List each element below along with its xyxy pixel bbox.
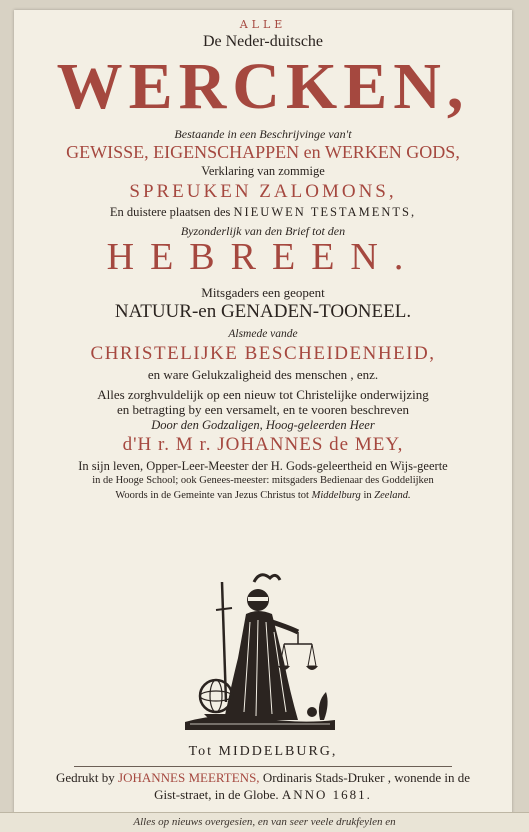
printer-name: JOHANNES MEERTENS, [118, 770, 260, 785]
anno-year: ANNO 1681. [281, 787, 372, 802]
line-alles: Alles zorghvuldelijk op een nieuw tot Christelijke onderwijzing [97, 387, 429, 402]
woords-mid: in [363, 490, 372, 501]
line-alsmede: Alsmede vande [228, 328, 298, 340]
duistere-prefix: En duistere plaatsen des [109, 205, 231, 219]
strip-text: Alles op nieuws overgesien, en van seer veele drukfeylen en [133, 816, 396, 828]
next-page-strip [0, 812, 529, 832]
justice-figure-icon [180, 562, 340, 732]
line-verklaring: Verklaring van zommige [201, 164, 325, 178]
line-duistere [14, 205, 512, 220]
line-mitsgaders: Mitsgaders een geopent [201, 285, 325, 300]
line-betragting: en betragting by een versamelt, en te vooren beschreven [116, 402, 410, 417]
line-door: Door den Godzaligen, Hoog-geleerden Heer [151, 418, 375, 432]
line-gewisse: GEWISSE, EIGENSCHAPPEN en WERKEN GODS, [66, 142, 460, 162]
line-woords [14, 490, 512, 501]
main-title-wercken: WERCKEN, [56, 50, 470, 123]
author-name: d'H r. M r. JOHANNES de MEY, [122, 434, 404, 455]
line-gelukzaligheid: en ware Gelukzaligheid des menschen , enz. [147, 367, 379, 382]
woords-region: Zeeland. [374, 490, 411, 501]
gedrukt-suffix: Ordinaris Stads-Druker , wonende in de [262, 770, 471, 785]
line-leven: In sijn leven, Opper-Leer-Meester der H. Gods-geleertheid en Wijs-geerte [78, 459, 448, 473]
imprint-place: Tot MIDDELBURG, [188, 744, 338, 759]
heading-neder-duitsche: De Neder-duitsche [202, 33, 324, 50]
gist-address: Gist-straet, in de Globe. [154, 787, 279, 802]
duistere-caps: NIEUWEN TESTAMENTS, [233, 205, 417, 219]
line-christelijke: CHRISTELIJKE BESCHEIDENHEID, [90, 343, 436, 364]
imprint-address-line [14, 787, 512, 803]
title-hebreen: HEBREEN. [106, 236, 420, 278]
line-bestaande: Bestaande in een Beschrijvinge van't [174, 127, 352, 141]
line-byzonderlijk: Byzonderlijk van den Brief tot den [180, 224, 346, 238]
gedrukt-prefix: Gedrukt by [55, 770, 115, 785]
heading-alle: ALLE [239, 18, 287, 31]
imprint-rule [74, 766, 452, 767]
woords-prefix: Woords in de Gemeinte van Jezus Christus tot [115, 490, 309, 501]
line-natuur: NATUUR-en GENADEN-TOONEEL. [114, 301, 412, 322]
woords-city: Middelburg [311, 490, 361, 501]
imprint-printer-line [14, 770, 512, 786]
line-hooge: in de Hooge School; ook Genees-meester: mitsgaders Bedienaar des Goddelijken [92, 475, 434, 486]
line-spreuken: SPREUKEN ZALOMONS, [129, 181, 397, 202]
title-page [14, 10, 512, 816]
